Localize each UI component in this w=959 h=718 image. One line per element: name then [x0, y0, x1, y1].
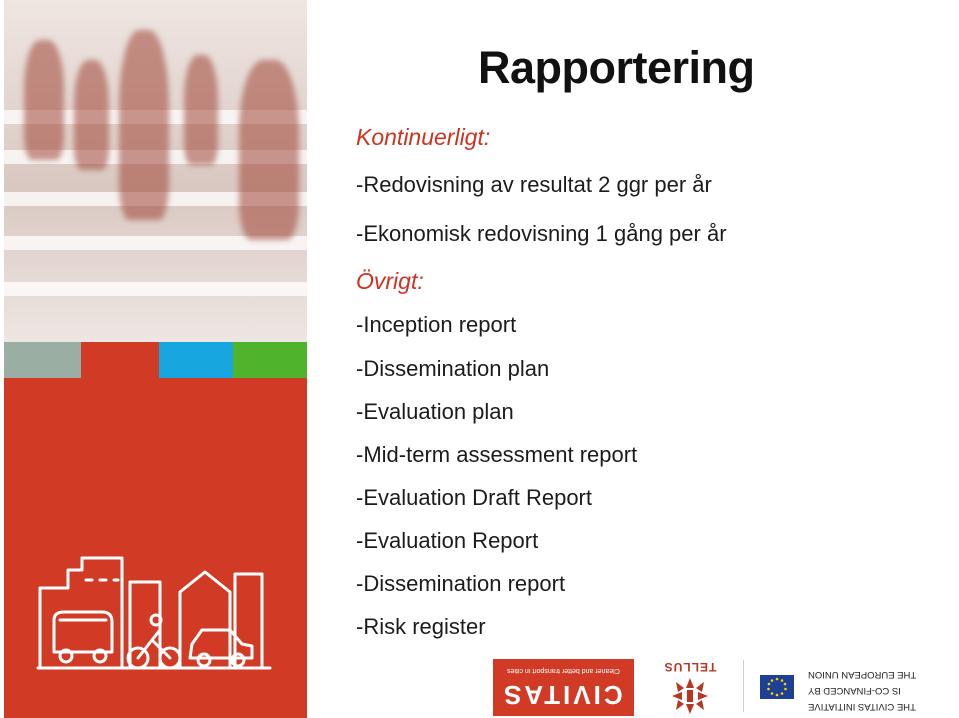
section-heading-ovrigt: Övrigt:	[356, 268, 424, 294]
list-item: -Evaluation Report	[356, 528, 539, 553]
tellus-wordmark: TELLUS	[663, 660, 717, 674]
civitas-wordmark: CIVITAS	[501, 680, 623, 710]
list-item: -Ekonomisk redovisning 1 gång per år	[356, 221, 727, 246]
street-crowd-photo	[4, 0, 307, 342]
tellus-logo	[660, 660, 720, 718]
list-item: -Evaluation plan	[356, 399, 514, 424]
color-bar-gray	[4, 342, 81, 378]
civitas-tagline: Cleaner and better transport in cities	[507, 667, 620, 674]
color-bar-blue	[159, 342, 233, 378]
list-item: -Dissemination plan	[356, 356, 550, 381]
list-item: -Mid-term assessment report	[356, 442, 638, 467]
footer-divider	[743, 660, 744, 712]
list-item: -Risk register	[356, 614, 486, 639]
civitas-logo	[493, 659, 634, 716]
color-bar-green	[233, 342, 307, 378]
color-bar-red	[81, 342, 159, 378]
list-item: -Dissemination report	[356, 571, 566, 596]
eu-text-line: IS CO-FINANCED BY	[808, 685, 901, 696]
eu-flag-icon	[760, 675, 794, 699]
decorative-panel	[0, 0, 307, 718]
eu-text-line: THE EUROPEAN UNION	[808, 669, 917, 680]
eu-text-line: THE CIVITAS INITIATIVE	[808, 701, 916, 712]
list-item: -Inception report	[356, 312, 517, 337]
slide-title: Rapportering	[478, 42, 755, 93]
section-heading-kontinuerligt: Kontinuerligt:	[356, 124, 491, 150]
list-item: -Evaluation Draft Report	[356, 485, 592, 510]
color-bars	[4, 342, 307, 378]
tellus-emblem-icon	[660, 674, 720, 718]
eu-cofinance-text	[808, 666, 948, 714]
city-illustration	[30, 540, 280, 675]
list-item: -Redovisning av resultat 2 ggr per år	[356, 172, 712, 197]
